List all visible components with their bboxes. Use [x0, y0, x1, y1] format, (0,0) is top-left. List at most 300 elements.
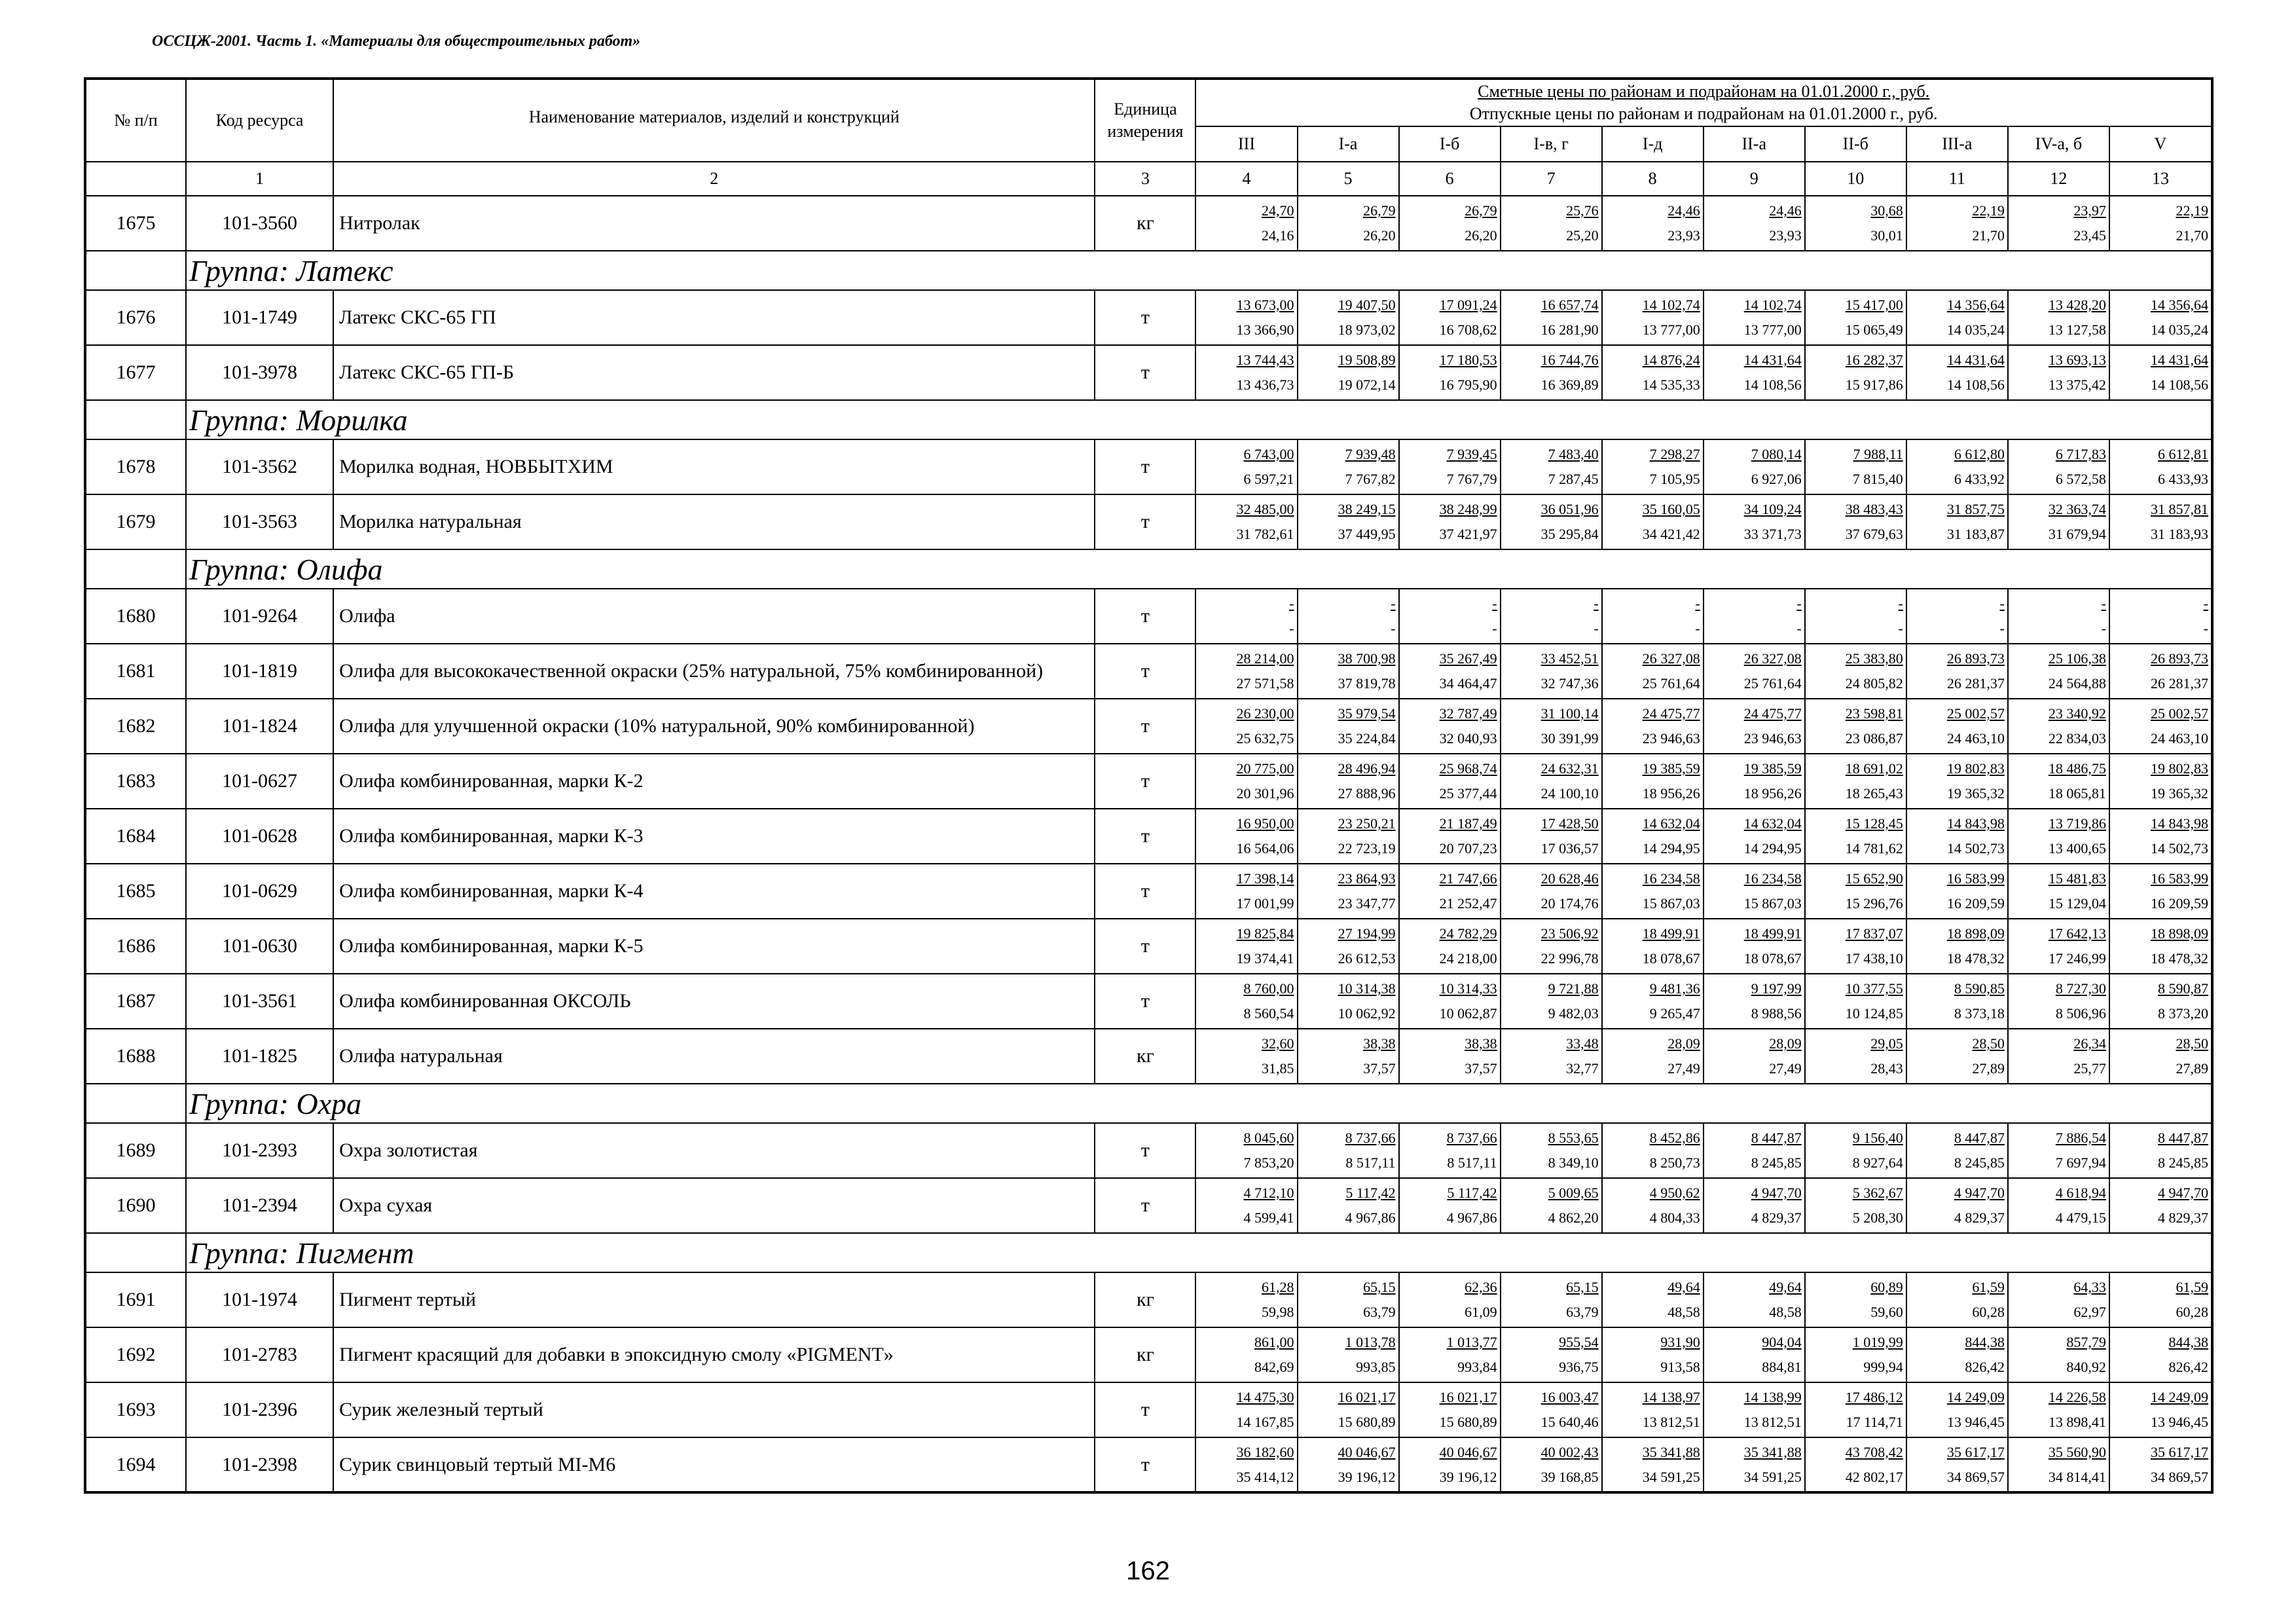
resource-code: 101-3563 [186, 494, 333, 549]
price-cell [1399, 919, 1501, 974]
row-number: 1687 [85, 974, 186, 1029]
unit-cell: т [1095, 1382, 1195, 1437]
price-cell [1602, 439, 1704, 494]
price-cell [1399, 439, 1501, 494]
estimated-price: 8 590,85 [1954, 980, 2005, 997]
estimated-price: 5 009,65 [1548, 1185, 1599, 1201]
group-title: Группа: Латекс [186, 251, 2212, 290]
table-row [85, 1029, 2212, 1084]
price-cell [2008, 644, 2109, 699]
release-price: 13 812,51 [1743, 1414, 1802, 1430]
unit-cell: т [1095, 1178, 1195, 1233]
estimated-price: 10 377,55 [1845, 980, 1903, 997]
price-cell [1602, 1123, 1704, 1178]
release-price: 17 036,57 [1540, 840, 1599, 857]
estimated-price: 8 447,87 [1751, 1130, 1802, 1146]
unit-cell: т [1095, 1123, 1195, 1178]
estimated-price: 19 407,50 [1338, 297, 1396, 313]
price-cell [1805, 1029, 1906, 1084]
estimated-price: 14 249,09 [2151, 1389, 2208, 1405]
price-cell [1195, 196, 1297, 251]
price-cell [2008, 1382, 2109, 1437]
release-price: 39 168,85 [1540, 1468, 1599, 1485]
unit-cell: кг [1095, 1272, 1195, 1327]
release-price: 18 078,67 [1743, 950, 1802, 967]
estimated-price: 17 837,07 [1845, 925, 1903, 942]
price-cell [1501, 1327, 1602, 1382]
price-cell [1906, 974, 2008, 1029]
estimated-price: 18 691,02 [1845, 760, 1903, 777]
price-cell [1501, 345, 1602, 400]
row-number: 1678 [85, 439, 186, 494]
release-price: 18 973,02 [1338, 322, 1396, 338]
region-header: I-б [1399, 126, 1501, 162]
group-row [85, 400, 2212, 439]
material-name: Охра сухая [333, 1178, 1095, 1233]
price-cell [1501, 290, 1602, 345]
unit-cell: т [1095, 290, 1195, 345]
group-blank-cell [85, 549, 186, 589]
release-price: 21,70 [2176, 227, 2208, 244]
price-cell [2109, 919, 2212, 974]
price-cell [1501, 864, 1602, 919]
release-price: 16 708,62 [1439, 322, 1497, 338]
price-cell [1805, 1178, 1906, 1233]
estimated-price: 6 717,83 [2055, 446, 2106, 462]
estimated-price: 8 727,30 [2055, 980, 2106, 997]
material-name: Сурик железный тертый [333, 1382, 1095, 1437]
price-cell [1399, 1123, 1501, 1178]
estimated-price: 25 968,74 [1439, 760, 1497, 777]
release-price: 15 680,89 [1439, 1414, 1497, 1430]
price-cell [1298, 1178, 1399, 1233]
estimated-price: 7 939,48 [1345, 446, 1396, 462]
release-price: 34 869,57 [1946, 1468, 2005, 1485]
release-price: 993,85 [1356, 1359, 1396, 1375]
estimated-price: 40 046,67 [1338, 1443, 1396, 1460]
release-price: 15 917,86 [1845, 377, 1903, 393]
release-price: 8 517,11 [1345, 1154, 1396, 1171]
release-price: 14 781,62 [1845, 840, 1903, 857]
release-price: 63,79 [1363, 1304, 1396, 1320]
price-cell [1298, 1382, 1399, 1437]
price-cell [1704, 1327, 1805, 1382]
release-price: - [1492, 620, 1497, 637]
estimated-price: 18 486,75 [2048, 760, 2106, 777]
release-price: 18 065,81 [2048, 785, 2106, 802]
price-cell [1298, 345, 1399, 400]
estimated-price: 23 250,21 [1338, 815, 1396, 832]
release-price: 10 124,85 [1845, 1005, 1903, 1022]
estimated-price: 7 988,11 [1853, 446, 1903, 462]
material-name: Олифа комбинированная, марки К-3 [333, 809, 1095, 864]
release-price: 18 956,26 [1642, 785, 1700, 802]
price-cell [1602, 919, 1704, 974]
material-name: Олифа натуральная [333, 1029, 1095, 1084]
price-cell [1906, 1272, 2008, 1327]
release-price: 4 862,20 [1548, 1209, 1599, 1226]
group-row [85, 251, 2212, 290]
price-cell [2109, 494, 2212, 549]
release-price: 8 560,54 [1243, 1005, 1294, 1022]
estimated-price: 22,19 [1972, 202, 2005, 219]
estimated-price: 26 893,73 [1946, 650, 2005, 667]
price-cell [1195, 1272, 1297, 1327]
release-price: 27,49 [1667, 1060, 1700, 1077]
release-price: 22 996,78 [1540, 950, 1599, 967]
estimated-price: 38 483,43 [1845, 501, 1903, 517]
release-price: 840,92 [2066, 1359, 2106, 1375]
price-cell [1399, 345, 1501, 400]
estimated-price: 16 744,76 [1540, 352, 1599, 368]
release-price: 19 374,41 [1236, 950, 1294, 967]
price-cell [2109, 1178, 2212, 1233]
estimated-price: 14 843,98 [1946, 815, 2005, 832]
release-price: 14 502,73 [1946, 840, 2005, 857]
estimated-price: 14 356,64 [2151, 297, 2208, 313]
release-price: 7 853,20 [1243, 1154, 1294, 1171]
price-cell [1298, 1437, 1399, 1492]
estimated-price: 16 234,58 [1743, 870, 1802, 887]
estimated-price: 1 013,77 [1446, 1334, 1497, 1350]
price-cell [1195, 699, 1297, 754]
estimated-price: 844,38 [2168, 1334, 2208, 1350]
price-cell [1399, 809, 1501, 864]
resource-code: 101-2396 [186, 1382, 333, 1437]
estimated-price: 14 138,99 [1743, 1389, 1802, 1405]
price-cell [2109, 290, 2212, 345]
release-price: 16 795,90 [1439, 377, 1497, 393]
estimated-price: 8 452,86 [1649, 1130, 1700, 1146]
release-price: 24,16 [1262, 227, 1294, 244]
material-name: Охра золотистая [333, 1123, 1095, 1178]
estimated-price: 31 857,81 [2151, 501, 2208, 517]
prices-caption-estimated: Сметные цены по районам и подрайонам на 01.01.2000 г., руб. [1478, 82, 1930, 101]
table-row [85, 345, 2212, 400]
estimated-price: 844,38 [1965, 1334, 2005, 1350]
column-number: 8 [1602, 162, 1704, 196]
release-price: 20 707,23 [1439, 840, 1497, 857]
price-cell [1704, 345, 1805, 400]
estimated-price: 64,33 [2073, 1279, 2106, 1295]
price-cell [1805, 345, 1906, 400]
estimated-price: 14 431,64 [2151, 352, 2208, 368]
estimated-price: 31 857,75 [1946, 501, 2005, 517]
release-price: 4 479,15 [2055, 1209, 2106, 1226]
price-cell [1704, 1178, 1805, 1233]
region-header: III-а [1906, 126, 2008, 162]
row-number: 1677 [85, 345, 186, 400]
price-cell [1602, 1178, 1704, 1233]
price-cell [1906, 345, 2008, 400]
table-row [85, 809, 2212, 864]
estimated-price: 65,15 [1363, 1279, 1396, 1295]
price-cell [1704, 1029, 1805, 1084]
price-cell [1399, 589, 1501, 644]
row-number: 1688 [85, 1029, 186, 1084]
price-cell [1399, 196, 1501, 251]
estimated-price: 7 298,27 [1649, 446, 1700, 462]
price-cell [1195, 494, 1297, 549]
column-number: 2 [333, 162, 1095, 196]
table-row [85, 864, 2212, 919]
price-cell [2109, 699, 2212, 754]
price-cell [1906, 644, 2008, 699]
price-cell [1805, 1123, 1906, 1178]
release-price: 13 375,42 [2048, 377, 2106, 393]
release-price: 25 377,44 [1439, 785, 1497, 802]
price-cell [1906, 1327, 2008, 1382]
estimated-price: 31 100,14 [1540, 705, 1599, 722]
price-cell [1195, 754, 1297, 809]
estimated-price: 904,04 [1762, 1334, 1802, 1350]
estimated-price: 7 939,45 [1446, 446, 1497, 462]
estimated-price: 8 737,66 [1446, 1130, 1497, 1146]
release-price: 21,70 [1972, 227, 2005, 244]
price-cell [2008, 1123, 2109, 1178]
region-header: II-а [1704, 126, 1805, 162]
release-price: 14 108,56 [1946, 377, 2005, 393]
unit-cell: т [1095, 699, 1195, 754]
estimated-price: 36 051,96 [1540, 501, 1599, 517]
release-price: - [1695, 620, 1700, 637]
price-cell [2008, 1327, 2109, 1382]
price-cell [2109, 1123, 2212, 1178]
release-price: 34 464,47 [1439, 675, 1497, 692]
release-price: 23 946,63 [1743, 730, 1802, 747]
price-cell [1195, 1029, 1297, 1084]
estimated-price: 23 864,93 [1338, 870, 1396, 887]
price-cell [1906, 864, 2008, 919]
release-price: 20 174,76 [1540, 895, 1599, 912]
release-price: 62,97 [2073, 1304, 2106, 1320]
price-cell [1298, 494, 1399, 549]
price-cell [1501, 919, 1602, 974]
estimated-price: 7 483,40 [1548, 446, 1599, 462]
estimated-price: 35 617,17 [1946, 1443, 2005, 1460]
estimated-price: 5 117,42 [1345, 1185, 1396, 1201]
material-name: Олифа для высококачественной окраски (25% натуральной, 75% комбинированной) [333, 644, 1095, 699]
region-header: I-в, г [1501, 126, 1602, 162]
estimated-price: 14 431,64 [1743, 352, 1802, 368]
release-price: 39 196,12 [1338, 1468, 1396, 1485]
table-row [85, 1382, 2212, 1437]
estimated-price: 17 428,50 [1540, 815, 1599, 832]
unit-cell: т [1095, 345, 1195, 400]
price-cell [1906, 1437, 2008, 1492]
estimated-price: - [1492, 595, 1497, 612]
release-price: 8 373,18 [1954, 1005, 2005, 1022]
release-price: - [1796, 620, 1802, 637]
estimated-price: 17 091,24 [1439, 297, 1497, 313]
release-price: 25,20 [1566, 227, 1599, 244]
column-number: 7 [1501, 162, 1602, 196]
release-price: 28,43 [1870, 1060, 1903, 1077]
region-header: II-б [1805, 126, 1906, 162]
row-number: 1690 [85, 1178, 186, 1233]
estimated-price: 38,38 [1363, 1035, 1396, 1052]
price-cell [1399, 1437, 1501, 1492]
estimated-price: 26 327,08 [1642, 650, 1700, 667]
estimated-price: 10 314,38 [1338, 980, 1396, 997]
estimated-price: 14 475,30 [1236, 1389, 1294, 1405]
price-cell [1704, 290, 1805, 345]
material-name: Морилка водная, НОВБЫТХИМ [333, 439, 1095, 494]
release-price: 26,20 [1465, 227, 1497, 244]
estimated-price: 8 447,87 [1954, 1130, 2005, 1146]
price-table [84, 77, 2214, 1494]
table-row [85, 644, 2212, 699]
estimated-price: 35 560,90 [2048, 1443, 2106, 1460]
table-row [85, 1123, 2212, 1178]
unit-cell: т [1095, 439, 1195, 494]
column-number: 12 [2008, 162, 2109, 196]
release-price: 17 246,99 [2048, 950, 2106, 967]
estimated-price: 19 508,89 [1338, 352, 1396, 368]
material-name: Олифа [333, 589, 1095, 644]
estimated-price: 22,19 [2176, 202, 2208, 219]
estimated-price: 60,89 [1870, 1279, 1903, 1295]
estimated-price: 9 481,36 [1649, 980, 1700, 997]
release-price: 4 967,86 [1446, 1209, 1497, 1226]
price-cell [1805, 809, 1906, 864]
price-cell [1704, 589, 1805, 644]
price-cell [1501, 439, 1602, 494]
group-row [85, 1233, 2212, 1272]
price-cell [1399, 1029, 1501, 1084]
release-price: 4 804,33 [1649, 1209, 1700, 1226]
release-price: 13 127,58 [2048, 322, 2106, 338]
price-cell [1298, 919, 1399, 974]
estimated-price: - [1594, 595, 1599, 612]
estimated-price: 6 743,00 [1243, 446, 1294, 462]
price-cell [2008, 1029, 2109, 1084]
release-price: 19 365,32 [2151, 785, 2208, 802]
price-cell [2109, 1272, 2212, 1327]
estimated-price: 17 180,53 [1439, 352, 1497, 368]
price-cell [1704, 1123, 1805, 1178]
price-cell [1602, 1029, 1704, 1084]
price-cell [1906, 1178, 2008, 1233]
price-cell [1805, 494, 1906, 549]
estimated-price: 4 950,62 [1649, 1185, 1700, 1201]
price-cell [1602, 699, 1704, 754]
estimated-price: 17 398,14 [1236, 870, 1294, 887]
col-header-num: № п/п [85, 79, 186, 162]
estimated-price: 14 356,64 [1946, 297, 2005, 313]
price-cell [2008, 1178, 2109, 1233]
estimated-price: 9 721,88 [1548, 980, 1599, 997]
resource-code: 101-1749 [186, 290, 333, 345]
release-price: 31 183,93 [2151, 526, 2208, 542]
price-cell [1399, 1327, 1501, 1382]
price-cell [2109, 974, 2212, 1029]
price-cell [1704, 754, 1805, 809]
estimated-price: 65,15 [1566, 1279, 1599, 1295]
estimated-price: 8 760,00 [1243, 980, 1294, 997]
estimated-price: 38 248,99 [1439, 501, 1497, 517]
row-number: 1694 [85, 1437, 186, 1492]
price-cell [2008, 439, 2109, 494]
release-price: 13 777,00 [1743, 322, 1802, 338]
material-name: Латекс СКС-65 ГП [333, 290, 1095, 345]
price-cell [1805, 974, 1906, 1029]
release-price: 26 281,37 [2151, 675, 2208, 692]
material-name: Олифа комбинированная, марки К-2 [333, 754, 1095, 809]
release-price: 34 591,25 [1642, 1468, 1700, 1485]
estimated-price: 32 363,74 [2048, 501, 2106, 517]
release-price: 14 294,95 [1743, 840, 1802, 857]
estimated-price: 857,79 [2066, 1334, 2106, 1350]
estimated-price: 861,00 [1254, 1334, 1294, 1350]
estimated-price: 4 947,70 [1751, 1185, 1802, 1201]
price-cell [1501, 644, 1602, 699]
price-cell [1906, 290, 2008, 345]
estimated-price: 35 160,05 [1642, 501, 1700, 517]
estimated-price: 8 590,87 [2158, 980, 2208, 997]
release-price: 884,81 [1762, 1359, 1802, 1375]
release-price: 35 224,84 [1338, 730, 1396, 747]
region-header: I-д [1602, 126, 1704, 162]
price-cell [1906, 919, 2008, 974]
estimated-price: 10 314,33 [1439, 980, 1497, 997]
estimated-price: 32,60 [1262, 1035, 1294, 1052]
price-cell [2008, 919, 2109, 974]
estimated-price: 40 046,67 [1439, 1443, 1497, 1460]
estimated-price: 20 628,46 [1540, 870, 1599, 887]
release-price: - [1999, 620, 2005, 637]
price-cell [1501, 754, 1602, 809]
estimated-price: 30,68 [1870, 202, 1903, 219]
price-cell [2008, 589, 2109, 644]
estimated-price: 955,54 [1559, 1334, 1599, 1350]
estimated-price: 35 341,88 [1642, 1443, 1700, 1460]
group-title: Группа: Морилка [186, 400, 2212, 439]
col-header-unit: Единица измерения [1095, 79, 1195, 162]
price-cell [1906, 699, 2008, 754]
estimated-price: 8 447,87 [2158, 1130, 2208, 1146]
resource-code: 101-3561 [186, 974, 333, 1029]
estimated-price: 4 712,10 [1243, 1185, 1294, 1201]
table-row [85, 754, 2212, 809]
estimated-price: - [1796, 595, 1802, 612]
group-blank-cell [85, 251, 186, 290]
estimated-price: 13 428,20 [2048, 297, 2106, 313]
release-price: 26,20 [1363, 227, 1396, 244]
row-number: 1680 [85, 589, 186, 644]
estimated-price: 24 475,77 [1743, 705, 1802, 722]
price-cell [1602, 754, 1704, 809]
estimated-price: - [1695, 595, 1700, 612]
column-number: 5 [1298, 162, 1399, 196]
estimated-price: 16 583,99 [1946, 870, 2005, 887]
price-cell [1805, 699, 1906, 754]
row-number: 1686 [85, 919, 186, 974]
estimated-price: 23 598,81 [1845, 705, 1903, 722]
release-price: 7 767,79 [1446, 471, 1497, 487]
estimated-price: 34 109,24 [1743, 501, 1802, 517]
release-price: 61,09 [1465, 1304, 1497, 1320]
price-cell [2109, 864, 2212, 919]
release-price: 13 946,45 [1946, 1414, 2005, 1430]
column-number: 1 [186, 162, 333, 196]
estimated-price: 18 499,91 [1743, 925, 1802, 942]
price-cell [1704, 439, 1805, 494]
price-cell [1501, 974, 1602, 1029]
price-cell [1906, 494, 2008, 549]
unit-cell: кг [1095, 1029, 1195, 1084]
table-row [85, 1178, 2212, 1233]
